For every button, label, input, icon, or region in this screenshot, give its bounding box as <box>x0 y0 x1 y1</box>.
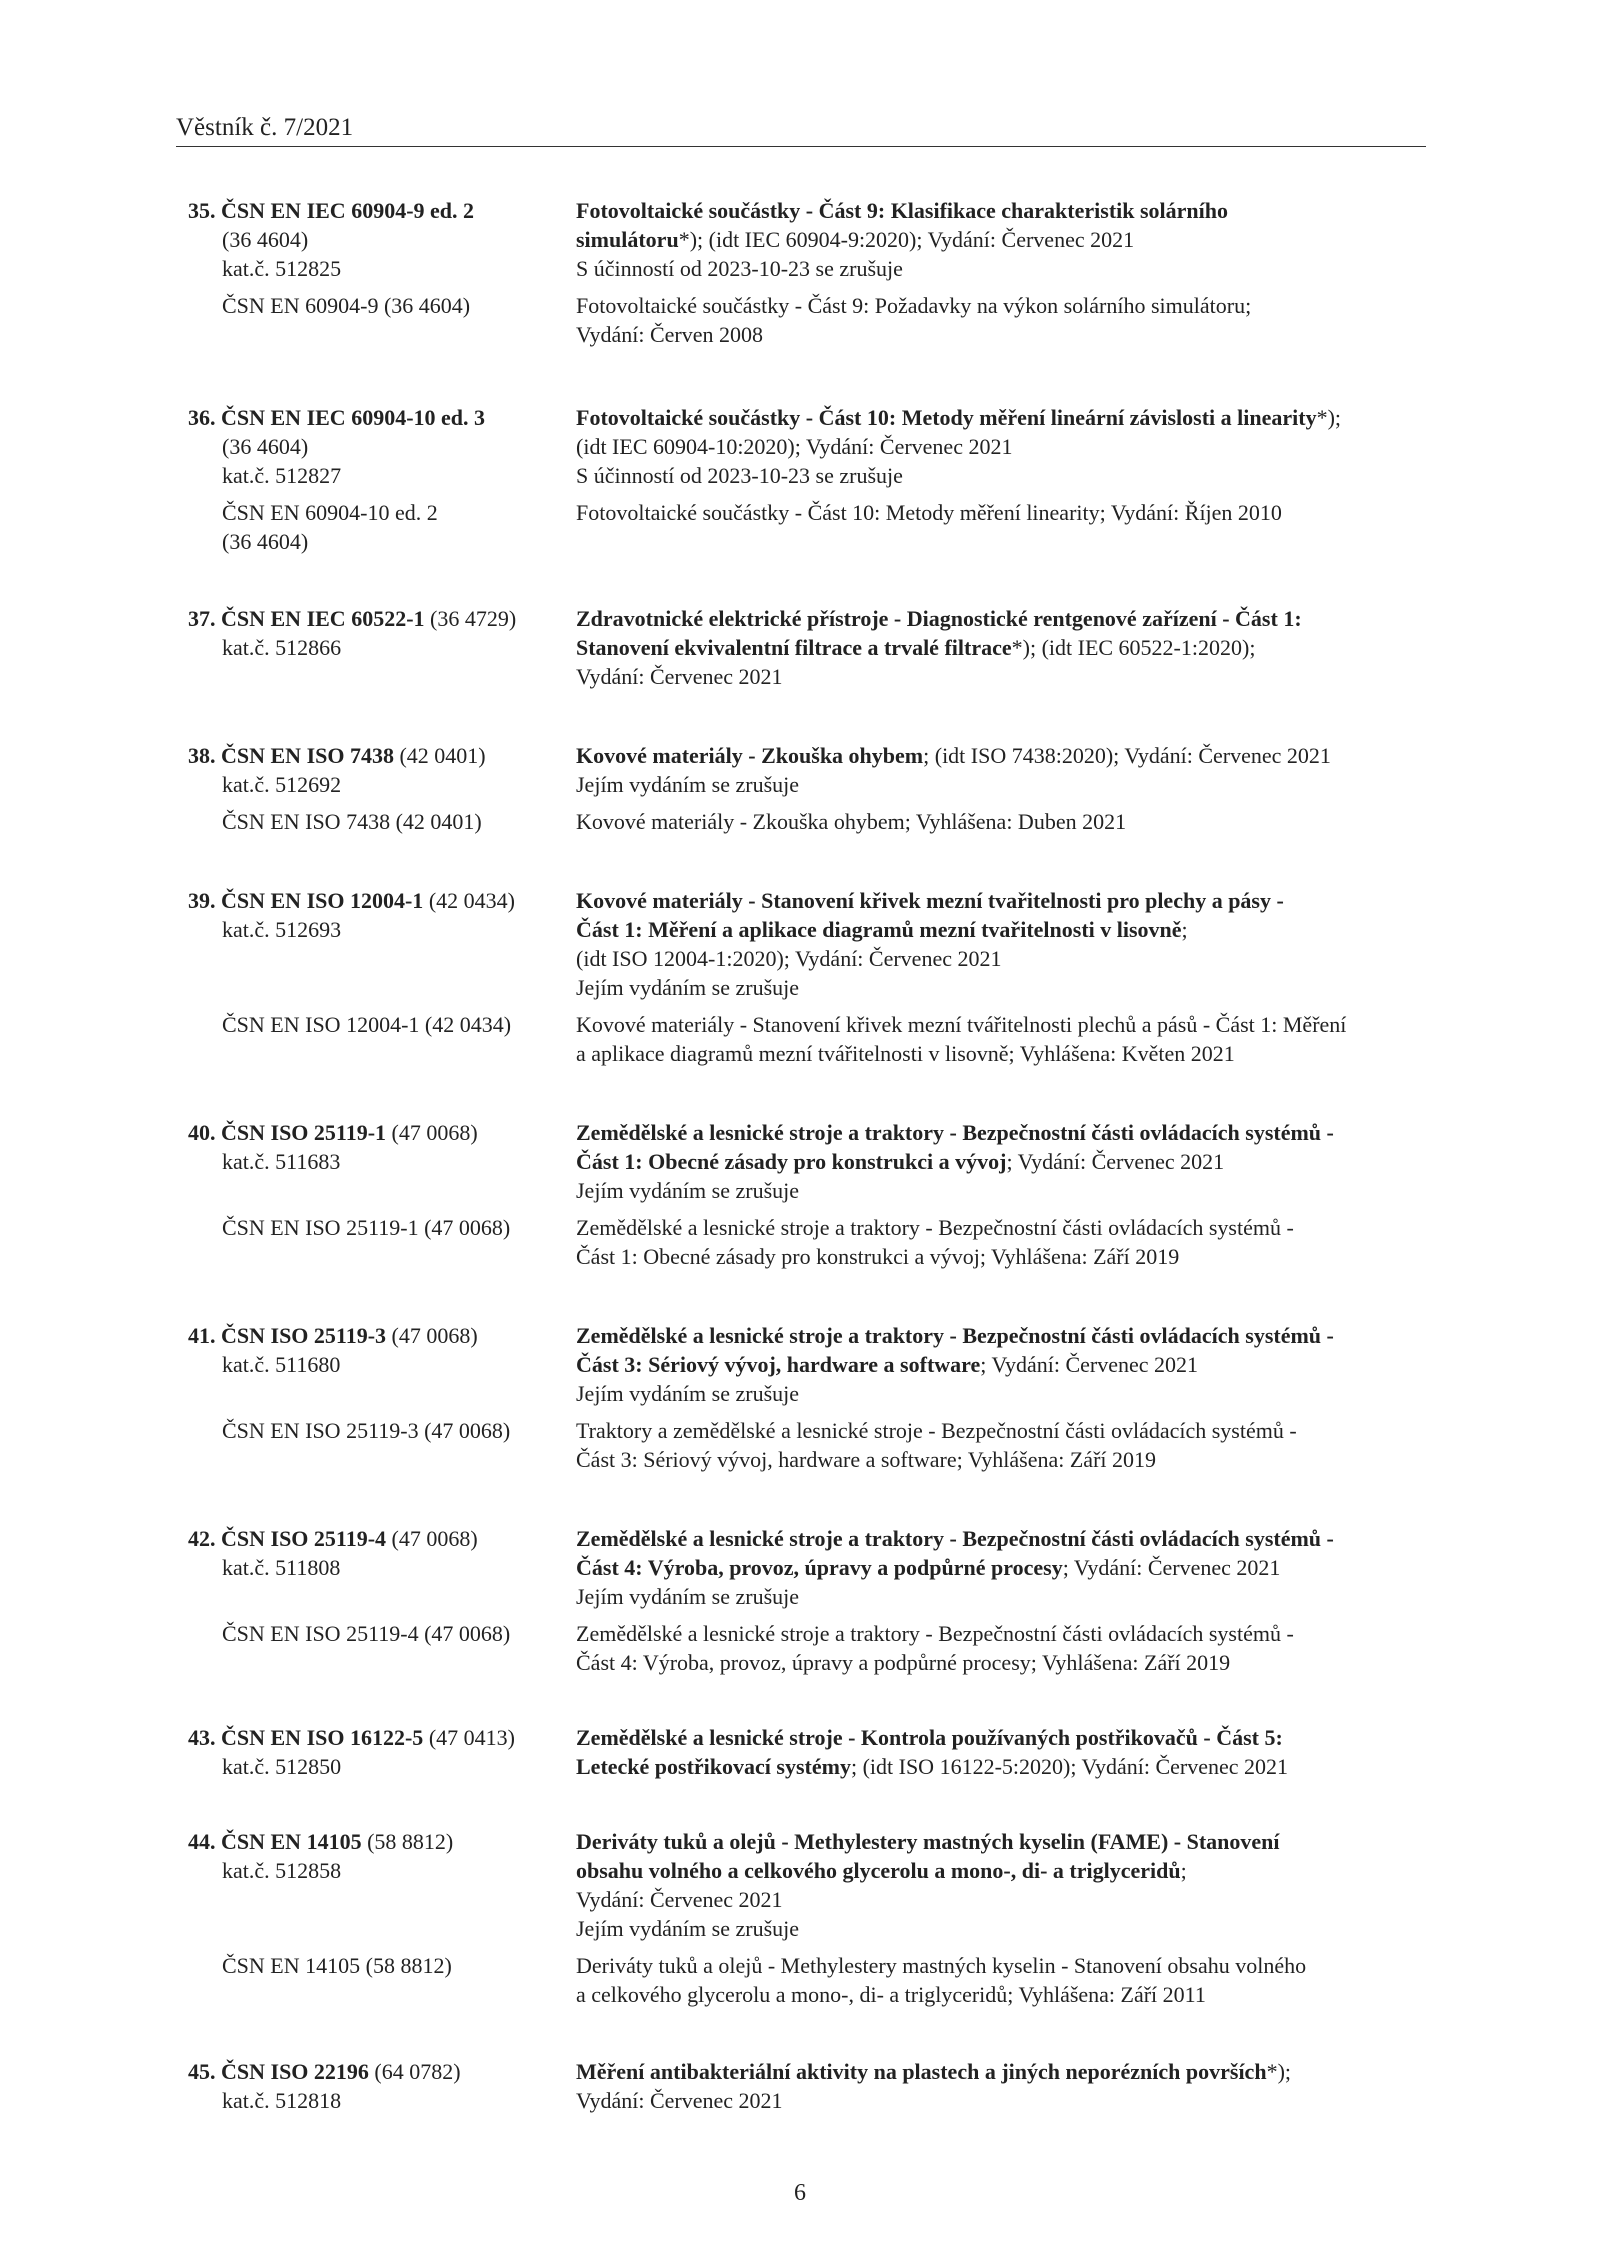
entry-number: 38. <box>188 743 216 768</box>
standard-title: Kovové materiály - Stanovení křivek mezní tvařitelnosti pro plechy a pásy - <box>576 888 1284 913</box>
standard-code: ČSN ISO 22196 <box>221 2059 369 2084</box>
standard-entry <box>188 741 1438 836</box>
title-line <box>576 1553 1426 1582</box>
entry-number: 44. <box>188 1829 216 1854</box>
standard-title: Zemědělské a lesnické stroje - Kontrola používaných postřikovačů - Část 5: <box>576 1725 1283 1750</box>
standard-entry <box>188 1524 1438 1677</box>
replaced-standard-row <box>188 1416 1438 1474</box>
replaced-standard-row <box>188 807 1438 836</box>
standard-title: Část 3: Sériový vývoj, hardware a software <box>576 1352 981 1377</box>
replaced-standard-row <box>188 498 1438 556</box>
replaced-text: a celkového glycerolu a mono-, di- a triglyceridů; Vyhlášena: Září 2011 <box>576 1982 1206 2007</box>
standard-title: Zemědělské a lesnické stroje a traktory - Bezpečnostní části ovládacích systémů - <box>576 1120 1334 1145</box>
class-number-line: (36 4604) <box>222 227 309 252</box>
entry-number: 35. <box>188 198 216 223</box>
title-tail: ; <box>1181 917 1188 942</box>
replaced-designation <box>188 291 576 349</box>
entry-description <box>576 1321 1426 1408</box>
title-tail: ; (idt ISO 7438:2020); Vydání: Červenec 2021 <box>923 743 1331 768</box>
catalog-number: kat.č. 512850 <box>222 1754 342 1779</box>
entry-note: S účinností od 2023-10-23 se zrušuje <box>576 463 903 488</box>
entry-main-row <box>188 741 1438 799</box>
designation-line <box>188 2057 576 2086</box>
class-number: (42 0401) <box>393 743 486 768</box>
header-rule <box>176 146 1426 147</box>
standard-entry <box>188 1827 1438 2009</box>
journal-title: Věstník č. 7/2021 <box>176 114 354 141</box>
title-line <box>576 633 1426 662</box>
title-line <box>576 741 1426 770</box>
standard-entry <box>188 196 1438 349</box>
title-line <box>576 1856 1426 1885</box>
replaced-text: Kovové materiály - Zkouška ohybem; Vyhlášena: Duben 2021 <box>576 809 1127 834</box>
replaced-designation <box>188 1010 576 1068</box>
standard-code: ČSN EN ISO 7438 <box>221 743 394 768</box>
class-number: (58 8812) <box>361 1829 454 1854</box>
class-number: (47 0413) <box>423 1725 515 1750</box>
entry-designation <box>188 403 576 490</box>
class-number: (42 0434) <box>423 888 515 913</box>
title-line <box>576 2057 1426 2086</box>
replaced-designation <box>188 807 576 836</box>
standard-entry <box>188 1723 1438 1781</box>
replaced-standard-row <box>188 1010 1438 1068</box>
entry-designation <box>188 1524 576 1611</box>
replaced-code: (36 4604) <box>222 529 309 554</box>
title-tail: ; <box>1180 1858 1187 1883</box>
standard-title: obsahu volného a celkového glycerolu a mono-, di- a triglyceridů <box>576 1858 1181 1883</box>
standard-entry <box>188 403 1438 556</box>
entry-number: 40. <box>188 1120 216 1145</box>
designation-line <box>188 1321 576 1350</box>
standard-code: ČSN ISO 25119-1 <box>221 1120 387 1145</box>
replaced-designation <box>188 1951 576 2009</box>
replaced-description <box>576 807 1426 836</box>
entry-note: Vydání: Červenec 2021 <box>576 664 783 689</box>
entry-note: Jejím vydáním se zrušuje <box>576 1381 800 1406</box>
title-line <box>576 915 1426 944</box>
catalog-number: kat.č. 512825 <box>222 256 342 281</box>
entry-designation <box>188 1827 576 1943</box>
replaced-text: a aplikace diagramů mezní tvářitelnosti v lisovně; Vyhlášena: Květen 2021 <box>576 1041 1235 1066</box>
title-line <box>576 1524 1426 1553</box>
title-tail: *); <box>1316 405 1342 430</box>
standard-code: ČSN EN IEC 60904-9 ed. 2 <box>221 198 475 223</box>
title-tail: *); <box>1266 2059 1292 2084</box>
replaced-description <box>576 1951 1426 2009</box>
designation-line <box>188 886 576 915</box>
title-line <box>576 1723 1426 1752</box>
entry-description <box>576 1118 1426 1205</box>
catalog-number: kat.č. 511808 <box>222 1555 341 1580</box>
replaced-description <box>576 1010 1426 1068</box>
title-line <box>576 196 1426 225</box>
replaced-designation <box>188 498 576 556</box>
entry-description <box>576 2057 1426 2115</box>
standard-entry <box>188 604 1438 691</box>
catalog-number: kat.č. 512693 <box>222 917 342 942</box>
entry-description <box>576 1524 1426 1611</box>
entry-description <box>576 1723 1426 1781</box>
standard-code: ČSN EN ISO 16122-5 <box>221 1725 424 1750</box>
title-tail: ; Vydání: Červenec 2021 <box>1006 1149 1225 1174</box>
entry-note: (idt IEC 60904-10:2020); Vydání: Červenec 2021 <box>576 434 1013 459</box>
standard-title: Letecké postřikovací systémy <box>576 1754 851 1779</box>
designation-line <box>188 1524 576 1553</box>
class-number: (64 0782) <box>368 2059 461 2084</box>
entry-description <box>576 1827 1426 1943</box>
replaced-description <box>576 1416 1426 1474</box>
entry-main-row <box>188 1321 1438 1408</box>
replaced-standard-row <box>188 1619 1438 1677</box>
replaced-text: Traktory a zemědělské a lesnické stroje - Bezpečnostní části ovládacích systémů - <box>576 1418 1297 1443</box>
replaced-text: Kovové materiály - Stanovení křivek mezní tvářitelnosti plechů a pásů - Část 1: Měření <box>576 1012 1347 1037</box>
replaced-code: ČSN EN 14105 (58 8812) <box>222 1953 452 1978</box>
standard-title: Část 4: Výroba, provoz, úpravy a podpůrné procesy <box>576 1555 1063 1580</box>
entry-note: Jejím vydáním se zrušuje <box>576 975 800 1000</box>
standard-title: Fotovoltaické součástky - Část 10: Metody měření lineární závislosti a linearity <box>576 405 1317 430</box>
replaced-description <box>576 498 1426 556</box>
standard-code: ČSN EN 14105 <box>221 1829 362 1854</box>
catalog-number: kat.č. 511683 <box>222 1149 341 1174</box>
entry-number: 39. <box>188 888 216 913</box>
replaced-text: Část 3: Sériový vývoj, hardware a software; Vyhlášena: Září 2019 <box>576 1447 1157 1472</box>
entry-main-row <box>188 2057 1438 2115</box>
catalog-number: kat.č. 512818 <box>222 2088 342 2113</box>
designation-line <box>188 403 576 432</box>
standard-title: Fotovoltaické součástky - Část 9: Klasifikace charakteristik solárního <box>576 198 1229 223</box>
catalog-number: kat.č. 512866 <box>222 635 342 660</box>
entry-designation <box>188 2057 576 2115</box>
page-number: 6 <box>794 2180 806 2206</box>
standard-title: Kovové materiály - Zkouška ohybem <box>576 743 924 768</box>
entry-description <box>576 196 1426 283</box>
class-number: (47 0068) <box>386 1526 478 1551</box>
replaced-code: ČSN EN ISO 25119-3 (47 0068) <box>222 1418 511 1443</box>
standard-code: ČSN EN IEC 60522-1 <box>221 606 425 631</box>
entry-designation <box>188 741 576 799</box>
title-line <box>576 1118 1426 1147</box>
standard-title: Část 1: Měření a aplikace diagramů mezní tvařitelnosti v lisovně <box>576 917 1182 942</box>
standard-title: Deriváty tuků a olejů - Methylestery mastných kyselin (FAME) - Stanovení <box>576 1829 1280 1854</box>
designation-line <box>188 741 576 770</box>
designation-line <box>188 1827 576 1856</box>
replaced-designation <box>188 1213 576 1271</box>
title-tail: ; Vydání: Červenec 2021 <box>1062 1555 1281 1580</box>
designation-line <box>188 604 576 633</box>
entry-designation <box>188 886 576 1002</box>
replaced-description <box>576 1619 1426 1677</box>
replaced-text: Vydání: Červen 2008 <box>576 322 763 347</box>
entry-number: 36. <box>188 405 216 430</box>
entry-main-row <box>188 604 1438 691</box>
class-number: (47 0068) <box>386 1120 478 1145</box>
replaced-text: Fotovoltaické součástky - Část 10: Metody měření linearity; Vydání: Říjen 2010 <box>576 500 1282 525</box>
replaced-designation <box>188 1619 576 1677</box>
replaced-description <box>576 291 1426 349</box>
replaced-standard-row <box>188 1951 1438 2009</box>
class-number: (36 4729) <box>424 606 517 631</box>
standard-code: ČSN EN IEC 60904-10 ed. 3 <box>221 405 486 430</box>
standard-entry <box>188 1118 1438 1271</box>
standard-entry <box>188 1321 1438 1474</box>
title-line <box>576 225 1426 254</box>
entry-number: 45. <box>188 2059 216 2084</box>
standard-entry <box>188 2057 1438 2115</box>
title-line <box>576 604 1426 633</box>
standard-code: ČSN EN ISO 12004-1 <box>221 888 424 913</box>
entry-main-row <box>188 1118 1438 1205</box>
entry-designation <box>188 1321 576 1408</box>
catalog-number: kat.č. 512858 <box>222 1858 342 1883</box>
title-tail: *); (idt IEC 60904-9:2020); Vydání: Červenec 2021 <box>678 227 1135 252</box>
standards-list <box>188 196 1438 2115</box>
entry-number: 41. <box>188 1323 216 1348</box>
page-header <box>176 112 1426 144</box>
entry-description <box>576 886 1426 1002</box>
replaced-text: Zemědělské a lesnické stroje a traktory - Bezpečnostní části ovládacích systémů - <box>576 1215 1294 1240</box>
entry-description <box>576 604 1426 691</box>
entry-main-row <box>188 196 1438 283</box>
standard-entry <box>188 886 1438 1068</box>
entry-main-row <box>188 886 1438 1002</box>
designation-line <box>188 1723 576 1752</box>
entry-note: Jejím vydáním se zrušuje <box>576 1916 800 1941</box>
replaced-code: ČSN EN 60904-9 (36 4604) <box>222 293 471 318</box>
entry-number: 42. <box>188 1526 216 1551</box>
replaced-text: Deriváty tuků a olejů - Methylestery mastných kyselin - Stanovení obsahu volného <box>576 1953 1307 1978</box>
replaced-code: ČSN EN ISO 7438 (42 0401) <box>222 809 482 834</box>
class-number-line: (36 4604) <box>222 434 309 459</box>
entry-note: (idt ISO 12004-1:2020); Vydání: Červenec 2021 <box>576 946 1002 971</box>
replaced-code: ČSN EN ISO 25119-4 (47 0068) <box>222 1621 511 1646</box>
standard-code: ČSN ISO 25119-3 <box>221 1323 387 1348</box>
standard-title: Zemědělské a lesnické stroje a traktory - Bezpečnostní části ovládacích systémů - <box>576 1323 1334 1348</box>
title-line <box>576 1752 1426 1781</box>
entry-number: 37. <box>188 606 216 631</box>
replaced-standard-row <box>188 1213 1438 1271</box>
standard-title: Zdravotnické elektrické přístroje - Diagnostické rentgenové zařízení - Část 1: <box>576 606 1302 631</box>
entry-note: Vydání: Červenec 2021 <box>576 1887 783 1912</box>
designation-line <box>188 196 576 225</box>
replaced-code: ČSN EN ISO 12004-1 (42 0434) <box>222 1012 512 1037</box>
title-line <box>576 886 1426 915</box>
title-tail: ; Vydání: Červenec 2021 <box>980 1352 1199 1377</box>
entry-note: S účinností od 2023-10-23 se zrušuje <box>576 256 903 281</box>
entry-main-row <box>188 1723 1438 1781</box>
title-line <box>576 1147 1426 1176</box>
replaced-text: Zemědělské a lesnické stroje a traktory - Bezpečnostní části ovládacích systémů - <box>576 1621 1294 1646</box>
standard-title: Zemědělské a lesnické stroje a traktory - Bezpečnostní části ovládacích systémů - <box>576 1526 1334 1551</box>
entry-main-row <box>188 1524 1438 1611</box>
designation-line <box>188 1118 576 1147</box>
standard-title: Stanovení ekvivalentní filtrace a trvalé filtrace <box>576 635 1012 660</box>
title-tail: ; (idt ISO 16122-5:2020); Vydání: Červenec 2021 <box>850 1754 1289 1779</box>
replaced-description <box>576 1213 1426 1271</box>
entry-designation <box>188 196 576 283</box>
entry-designation <box>188 1723 576 1781</box>
entry-number: 43. <box>188 1725 216 1750</box>
entry-designation <box>188 604 576 691</box>
entry-note: Jejím vydáním se zrušuje <box>576 772 800 797</box>
entry-main-row <box>188 1827 1438 1943</box>
entry-note: Jejím vydáním se zrušuje <box>576 1178 800 1203</box>
title-tail: *); (idt IEC 60522-1:2020); <box>1011 635 1256 660</box>
title-line <box>576 403 1426 432</box>
entry-main-row <box>188 403 1438 490</box>
class-number: (47 0068) <box>386 1323 478 1348</box>
replaced-standard-row <box>188 291 1438 349</box>
entry-note: Vydání: Červenec 2021 <box>576 2088 783 2113</box>
catalog-number: kat.č. 512827 <box>222 463 342 488</box>
replaced-text: Fotovoltaické součástky - Část 9: Požadavky na výkon solárního simulátoru; <box>576 293 1252 318</box>
entry-description <box>576 741 1426 799</box>
catalog-number: kat.č. 511680 <box>222 1352 341 1377</box>
title-line <box>576 1350 1426 1379</box>
entry-designation <box>188 1118 576 1205</box>
title-line <box>576 1827 1426 1856</box>
standard-title: Měření antibakteriální aktivity na plastech a jiných neporézních površích <box>576 2059 1267 2084</box>
title-line <box>576 1321 1426 1350</box>
replaced-code: ČSN EN 60904-10 ed. 2 <box>222 500 438 525</box>
replaced-text: Část 4: Výroba, provoz, úpravy a podpůrné procesy; Vyhlášena: Září 2019 <box>576 1650 1231 1675</box>
replaced-code: ČSN EN ISO 25119-1 (47 0068) <box>222 1215 511 1240</box>
entry-note: Jejím vydáním se zrušuje <box>576 1584 800 1609</box>
standard-code: ČSN ISO 25119-4 <box>221 1526 387 1551</box>
entry-description <box>576 403 1426 490</box>
standard-title: Část 1: Obecné zásady pro konstrukci a vývoj <box>576 1149 1007 1174</box>
standard-title: simulátoru <box>576 227 679 252</box>
replaced-text: Část 1: Obecné zásady pro konstrukci a vývoj; Vyhlášena: Září 2019 <box>576 1244 1180 1269</box>
replaced-designation <box>188 1416 576 1474</box>
catalog-number: kat.č. 512692 <box>222 772 342 797</box>
